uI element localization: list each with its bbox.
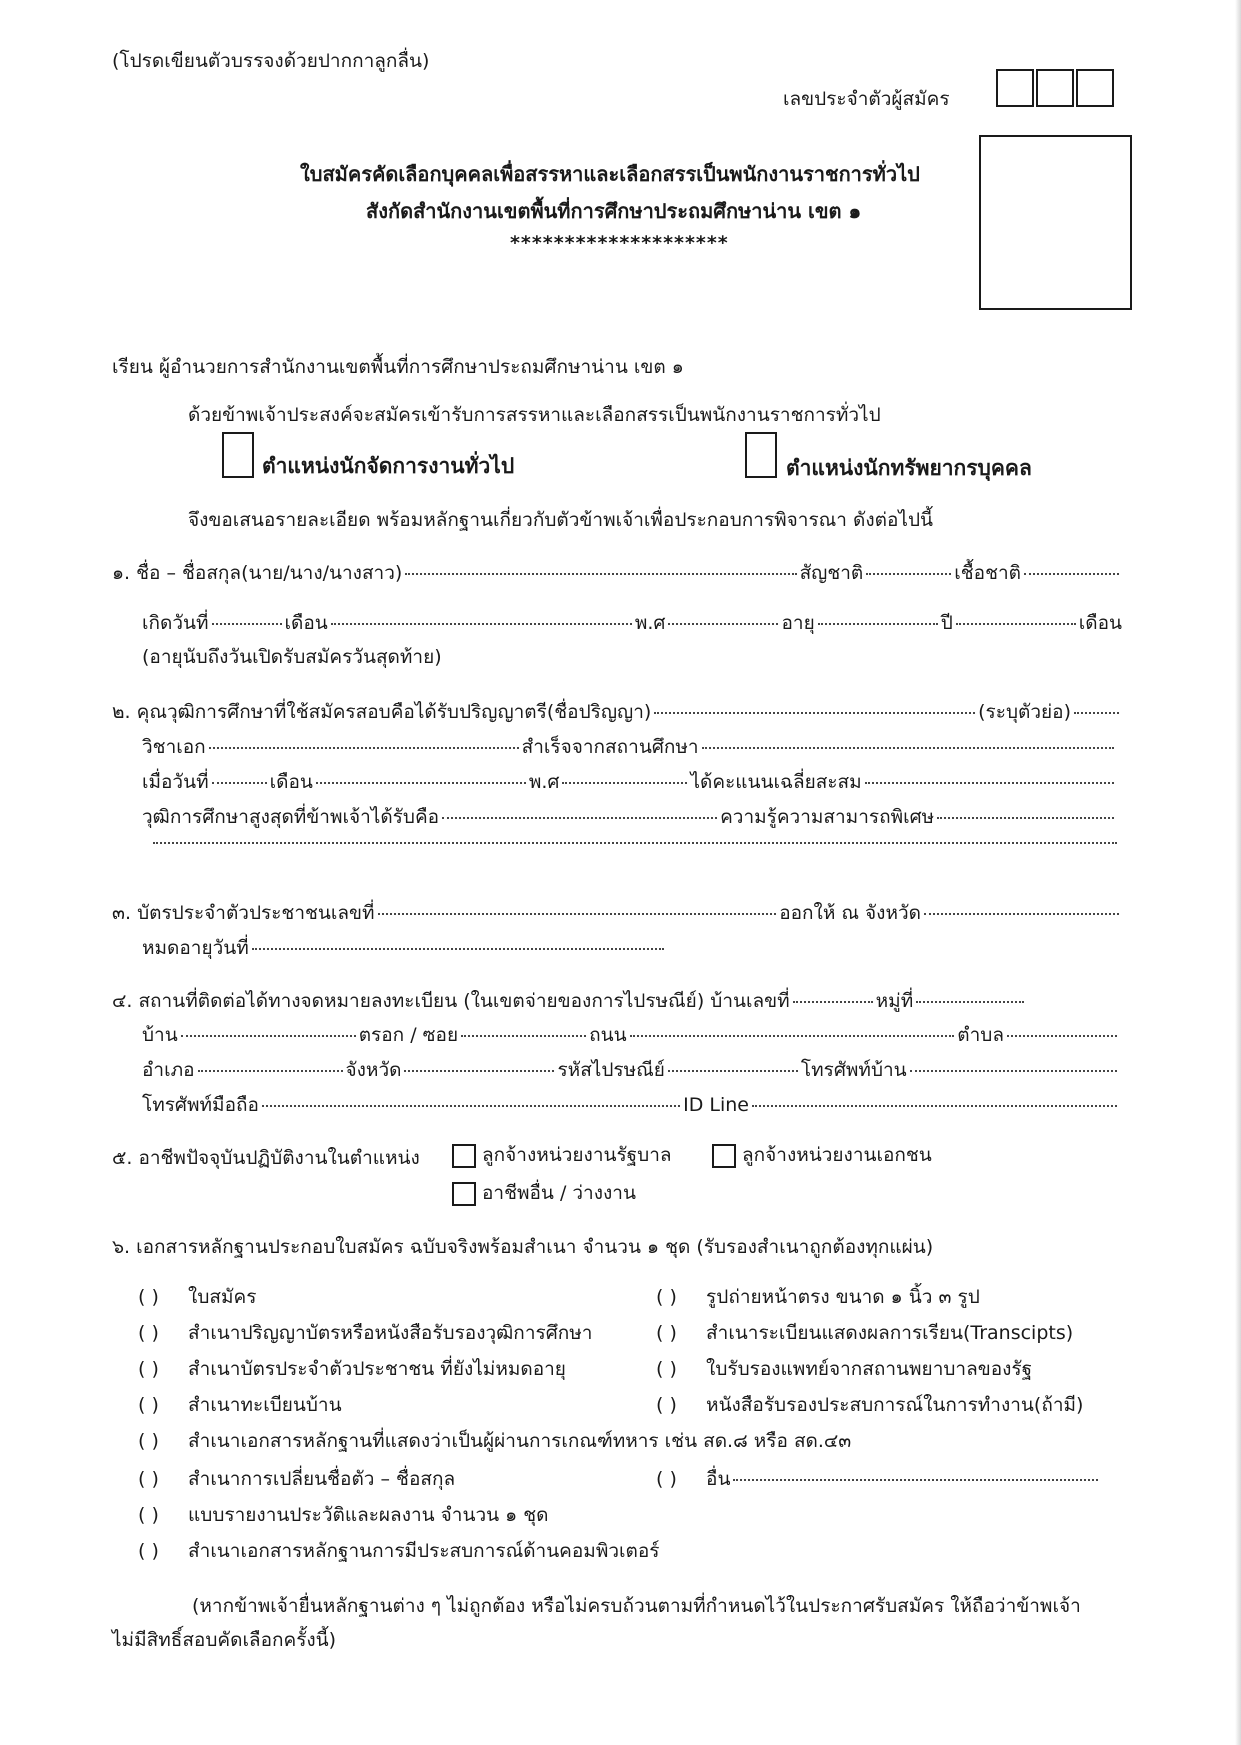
position1-checkbox[interactable]	[222, 432, 254, 478]
birth-year-label: พ.ศ	[634, 612, 666, 634]
postcode-label: รหัสไปรษณีย์	[557, 1059, 665, 1081]
grad-day-label: เมื่อวันที่	[142, 771, 209, 793]
birth-day-field[interactable]	[212, 622, 282, 625]
document-check-paren[interactable]: ( )	[138, 1430, 159, 1452]
document-item-label: แบบรายงานประวัติและผลงาน จำนวน ๑ ชุด	[188, 1504, 549, 1526]
major-field[interactable]	[209, 746, 519, 749]
occupation-opt3-checkbox[interactable]	[452, 1182, 476, 1206]
document-item-label: รูปถ่ายหน้าตรง ขนาด ๑ นิ้ว ๓ รูป	[706, 1286, 980, 1308]
applicant-id-cell-2[interactable]	[1036, 69, 1074, 107]
postcode-field[interactable]	[668, 1069, 798, 1072]
birth-year-field[interactable]	[668, 622, 778, 625]
occupation-opt1-checkbox[interactable]	[452, 1144, 476, 1168]
form-title-line1: ใบสมัครคัดเลือกบุคคลเพื่อสรรหาและเลือกสรรเป็นพนักงานราชการทั่วไป	[300, 162, 920, 186]
special-skill-continued-field[interactable]	[153, 841, 1117, 844]
nationality-field[interactable]	[866, 572, 951, 575]
age-label: อายุ	[781, 612, 815, 634]
document-check-paren[interactable]: ( )	[138, 1468, 159, 1490]
position1-label: ตำแหน่งนักจัดการงานทั่วไป	[262, 454, 515, 478]
id-card-field[interactable]	[378, 912, 777, 915]
document-item-label: สำเนาทะเบียนบ้าน	[188, 1394, 342, 1416]
document-item-label: สำเนาการเปลี่ยนชื่อตัว – ชื่อสกุล	[188, 1468, 456, 1490]
document-check-paren[interactable]: ( )	[138, 1540, 159, 1562]
document-item-label: สำเนาเอกสารหลักฐานการมีประสบการณ์ด้านคอมพิวเตอร์	[188, 1540, 660, 1562]
graduated-from-label: สำเร็จจากสถานศึกษา	[521, 736, 699, 758]
position2-label: ตำแหน่งนักทรัพยากรบุคคล	[786, 456, 1032, 480]
age-years-label: ปี	[940, 612, 953, 634]
s4-row4	[142, 1090, 1120, 1120]
s3-row1	[112, 898, 1122, 928]
document-item-left[interactable]	[138, 1464, 455, 1494]
home-phone-label: โทรศัพท์บ้าน	[800, 1059, 907, 1081]
highest-degree-field[interactable]	[442, 816, 717, 819]
document-item-label: สำเนาระเบียนแสดงผลการเรียน(Transcipts)	[706, 1322, 1074, 1344]
occupation-opt1-label: ลูกจ้างหน่วยงานรัฐบาล	[482, 1144, 672, 1166]
form-title-line2: สังกัดสำนักงานเขตพื้นที่การศึกษาประถมศึกษาน่าน เขต ๑	[366, 199, 862, 223]
village-field[interactable]	[181, 1034, 356, 1037]
document-check-paren[interactable]: ( )	[138, 1286, 159, 1308]
birth-month-label: เดือน	[284, 612, 328, 634]
s4-row3	[142, 1055, 1120, 1085]
addressee: เรียน ผู้อำนวยการสำนักงานเขตพื้นที่การศึกษาประถมศึกษาน่าน เขต ๑	[112, 356, 684, 378]
alley-field[interactable]	[461, 1034, 586, 1037]
mobile-label: โทรศัพท์มือถือ	[142, 1094, 259, 1116]
id-card-label: ๓. บัตรประจำตัวประชาชนเลขที่	[112, 902, 375, 924]
id-issued-field[interactable]	[924, 912, 1119, 915]
title-stars: ********************	[510, 232, 729, 254]
grad-year-field[interactable]	[562, 781, 687, 784]
scan-edge	[1235, 0, 1241, 1745]
applicant-id-label: เลขประจำตัวผู้สมัคร	[783, 88, 950, 110]
home-phone-field[interactable]	[910, 1069, 1117, 1072]
id-expiry-field[interactable]	[252, 947, 664, 950]
document-check-paren[interactable]: ( )	[656, 1394, 677, 1416]
birth-day-label: เกิดวันที่	[142, 612, 209, 634]
age-months-field[interactable]	[956, 622, 1076, 625]
occupation-opt2-checkbox[interactable]	[712, 1144, 736, 1168]
grad-day-field[interactable]	[212, 781, 267, 784]
present-text: จึงขอเสนอรายละเอียด พร้อมหลักฐานเกี่ยวกับตัวข้าพเจ้าเพื่อประกอบการพิจารณา ดังต่อไปนี้	[188, 509, 933, 531]
occupation-opt3[interactable]	[452, 1178, 636, 1208]
gpa-label: ได้คะแนนเฉลี่ยสะสม	[690, 771, 862, 793]
province-label: จังหวัด	[345, 1059, 402, 1081]
other-document-field[interactable]	[733, 1478, 1098, 1481]
occupation-opt2-label: ลูกจ้างหน่วยงานเอกชน	[742, 1144, 932, 1166]
document-item-right[interactable]	[656, 1390, 1083, 1420]
applicant-id-cell-1[interactable]	[996, 69, 1034, 107]
village-label: บ้าน	[142, 1024, 178, 1046]
applicant-id-cell-3[interactable]	[1076, 69, 1114, 107]
document-check-paren[interactable]: ( )	[138, 1504, 159, 1526]
major-label: วิชาเอก	[142, 736, 206, 758]
document-check-paren[interactable]: ( )	[656, 1468, 677, 1490]
document-item-label: ใบสมัคร	[188, 1286, 257, 1308]
special-skill-label: ความรู้ความสามารถพิเศษ	[720, 806, 935, 828]
document-item-left[interactable]	[138, 1354, 566, 1384]
district-label: อำเภอ	[142, 1059, 195, 1081]
document-item-right[interactable]	[656, 1318, 1073, 1348]
age-note: (อายุนับถึงวันเปิดรับสมัครวันสุดท้าย)	[142, 646, 442, 668]
road-field[interactable]	[630, 1034, 955, 1037]
special-skill-field[interactable]	[937, 816, 1114, 819]
document-item-label: สำเนาบัตรประจำตัวประชาชน ที่ยังไม่หมดอายุ	[188, 1358, 566, 1380]
s4-row1	[112, 986, 1027, 1016]
address-label: ๔. สถานที่ติดต่อได้ทางจดหมายลงทะเบียน (ในเขตจ่ายของการไปรษณีย์) บ้านเลขที่	[112, 990, 790, 1012]
nationality-label: สัญชาติ	[799, 562, 864, 584]
document-item-left[interactable]	[138, 1426, 851, 1456]
race-label: เชื้อชาติ	[954, 562, 1021, 584]
race-field[interactable]	[1024, 572, 1119, 575]
purpose-text: ด้วยข้าพเจ้าประสงค์จะสมัครเข้ารับการสรรหาและเลือกสรรเป็นพนักงานราชการทั่วไป	[188, 404, 881, 426]
house-no-field[interactable]	[793, 1000, 873, 1003]
document-item-right[interactable]	[656, 1464, 1101, 1494]
documents-label: ๖. เอกสารหลักฐานประกอบใบสมัคร ฉบับจริงพร้อมสำเนา จำนวน ๑ ชุด (รับรองสำเนาถูกต้องทุกแผ่น)	[112, 1236, 934, 1258]
document-item-left[interactable]	[138, 1390, 342, 1420]
age-months-label: เดือน	[1078, 612, 1122, 634]
s2-row1	[112, 697, 1122, 727]
s1-row1	[112, 558, 1122, 588]
document-check-paren[interactable]: ( )	[138, 1394, 159, 1416]
grad-year-label: พ.ศ	[528, 771, 560, 793]
age-years-field[interactable]	[818, 622, 938, 625]
photo-box	[979, 135, 1132, 310]
graduated-from-field[interactable]	[702, 746, 1114, 749]
birth-month-field[interactable]	[331, 622, 632, 625]
document-item-label: หนังสือรับรองประสบการณ์ในการทำงาน(ถ้ามี)	[706, 1394, 1084, 1416]
document-check-paren[interactable]: ( )	[656, 1286, 677, 1308]
s2-row4	[142, 802, 1117, 832]
document-item-left[interactable]	[138, 1536, 659, 1566]
document-item-label: สำเนาปริญญาบัตรหรือหนังสือรับรองวุฒิการศึกษา	[188, 1322, 593, 1344]
degree-label: ๒. คุณวุฒิการศึกษาที่ใช้สมัครสอบคือได้รับปริญญาตรี(ชื่อปริญญา)	[112, 701, 652, 723]
name-field[interactable]	[405, 572, 796, 575]
document-check-paren[interactable]: ( )	[656, 1358, 677, 1380]
district-field[interactable]	[198, 1069, 343, 1072]
occupation-opt2[interactable]	[712, 1140, 932, 1170]
abbr-field[interactable]	[1074, 711, 1119, 714]
document-item-left[interactable]	[138, 1318, 592, 1348]
occupation-label: ๕. อาชีพปัจจุบันปฏิบัติงานในตำแหน่ง	[112, 1147, 420, 1169]
document-item-right[interactable]	[656, 1354, 1032, 1384]
grad-month-field[interactable]	[316, 781, 526, 784]
position2-checkbox[interactable]	[745, 432, 777, 478]
document-item-label: อื่น	[706, 1468, 731, 1490]
subdistrict-label: ตำบล	[957, 1024, 1004, 1046]
s2-row3	[142, 767, 1117, 797]
gpa-field[interactable]	[865, 781, 1114, 784]
document-item-label: สำเนาเอกสารหลักฐานที่แสดงว่าเป็นผู้ผ่านการเกณฑ์ทหาร เช่น สด.๘ หรือ สด.๔๓	[188, 1430, 852, 1452]
s3-row2	[142, 933, 667, 963]
occupation-opt1[interactable]	[452, 1140, 672, 1170]
instruction-note: (โปรดเขียนตัวบรรจงด้วยปากกาลูกลื่น)	[112, 50, 430, 72]
id-expiry-label: หมดอายุวันที่	[142, 937, 249, 959]
moo-label: หมู่ที่	[875, 990, 914, 1012]
footer-note-line2: ไม่มีสิทธิ์สอบคัดเลือกครั้งนี้)	[112, 1629, 337, 1651]
name-label: ๑. ชื่อ – ชื่อสกุล(นาย/นาง/นางสาว)	[112, 562, 403, 584]
document-check-paren[interactable]: ( )	[138, 1322, 159, 1344]
document-check-paren[interactable]: ( )	[138, 1358, 159, 1380]
subdistrict-field[interactable]	[1007, 1034, 1117, 1037]
grad-month-label: เดือน	[269, 771, 313, 793]
line-id-label: ID Line	[683, 1094, 749, 1116]
highest-degree-label: วุฒิการศึกษาสูงสุดที่ข้าพเจ้าได้รับคือ	[142, 806, 440, 828]
s4-row2	[142, 1020, 1120, 1050]
abbr-label: (ระบุตัวย่อ)	[978, 701, 1071, 723]
mobile-field[interactable]	[262, 1104, 680, 1107]
document-item-left[interactable]	[138, 1282, 256, 1312]
degree-field[interactable]	[654, 711, 975, 714]
province-field[interactable]	[404, 1069, 554, 1072]
document-check-paren[interactable]: ( )	[656, 1322, 677, 1344]
document-item-right[interactable]	[656, 1282, 980, 1312]
id-issued-label: ออกให้ ณ จังหวัด	[779, 902, 921, 924]
alley-label: ตรอก / ซอย	[358, 1024, 459, 1046]
line-id-field[interactable]	[752, 1104, 1117, 1107]
moo-field[interactable]	[916, 1000, 1024, 1003]
document-item-left[interactable]	[138, 1500, 549, 1530]
footer-note-line1: (หากข้าพเจ้ายื่นหลักฐานต่าง ๆ ไม่ถูกต้อง หรือไม่ครบถ้วนตามที่กำหนดไว้ในประกาศรับสมัคร ให้ถือว่าข้าพเจ้า	[192, 1595, 1081, 1617]
road-label: ถนน	[589, 1024, 627, 1046]
s2-row5	[150, 845, 1120, 848]
s1-row2	[142, 608, 1122, 638]
document-item-label: ใบรับรองแพทย์จากสถานพยาบาลของรัฐ	[706, 1358, 1033, 1380]
occupation-opt3-label: อาชีพอื่น / ว่างงาน	[482, 1182, 636, 1204]
s2-row2	[142, 732, 1117, 762]
